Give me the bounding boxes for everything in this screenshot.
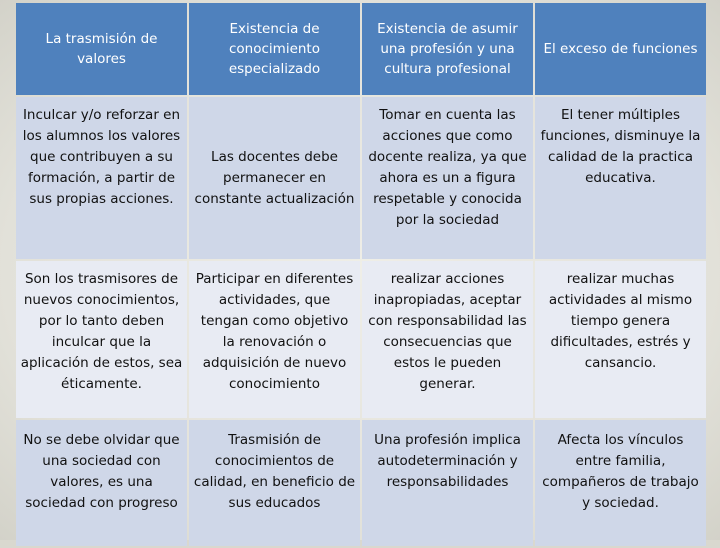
table-cell: Son los trasmisores de nuevos conocimientos, por lo tanto deben inculcar que la aplicación de estos, sea éticamente. — [16, 261, 187, 418]
table-row — [16, 97, 706, 259]
table-cell: Inculcar y/o reforzar en los alumnos los valores que contribuyen a su formación, a partir de sus propias acciones. — [16, 97, 187, 259]
header-row — [16, 3, 706, 95]
table-cell: Tomar en cuenta las acciones que como docente realiza, ya que ahora es un a figura respetable y conocida por la sociedad — [362, 97, 533, 259]
table-cell: Las docentes debe permanecer en constante actualización — [189, 97, 360, 259]
table-cell: Trasmisión de conocimientos de calidad, en beneficio de sus educados — [189, 420, 360, 546]
header-exceso-funciones: El exceso de funciones — [535, 3, 706, 95]
header-trasmision-valores: La trasmisión de valores — [16, 3, 187, 95]
table-cell: El tener múltiples funciones, disminuye la calidad de la practica educativa. — [535, 97, 706, 259]
table-cell: realizar muchas actividades al mismo tiempo genera dificultades, estrés y cansancio. — [535, 261, 706, 418]
table-cell: Una profesión implica autodeterminación y responsabilidades — [362, 420, 533, 546]
table-cell: Afecta los vínculos entre familia, compañeros de trabajo y sociedad. — [535, 420, 706, 546]
table-cell: realizar acciones inapropiadas, aceptar con responsabilidad las consecuencias que estos le pueden generar. — [362, 261, 533, 418]
table-row — [16, 420, 706, 546]
header-conocimiento-especializado: Existencia de conocimiento especializado — [189, 3, 360, 95]
table-row — [16, 261, 706, 418]
table-cell: Participar en diferentes actividades, que tengan como objetivo la renovación o adquisición de nuevo conocimiento — [189, 261, 360, 418]
comparison-table — [14, 1, 708, 548]
table-cell: No se debe olvidar que una sociedad con valores, es una sociedad con progreso — [16, 420, 187, 546]
header-cultura-profesional: Existencia de asumir una profesión y una cultura profesional — [362, 3, 533, 95]
